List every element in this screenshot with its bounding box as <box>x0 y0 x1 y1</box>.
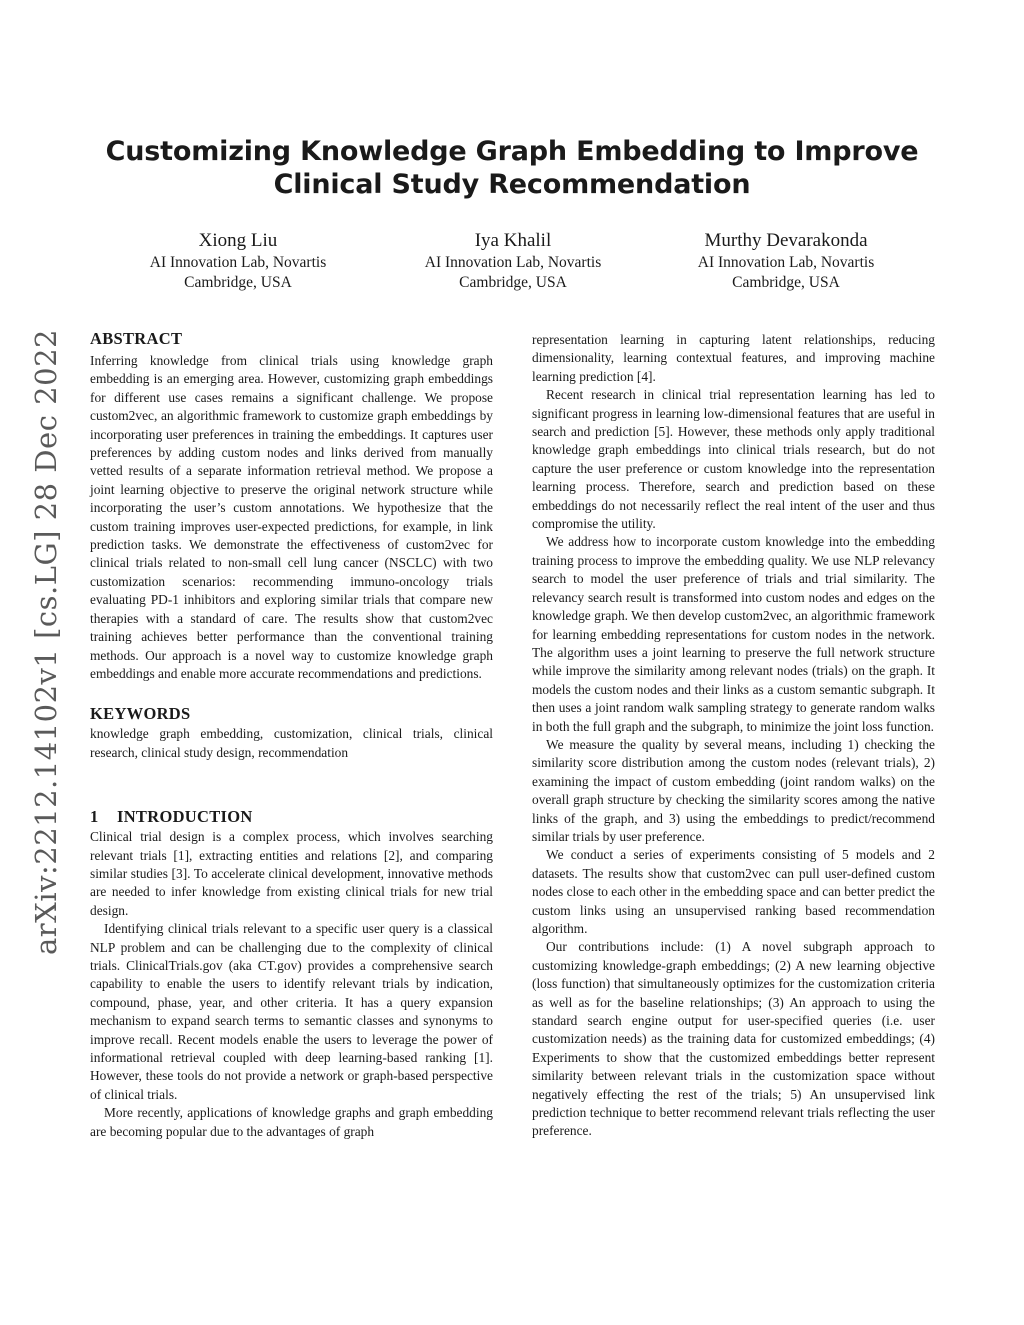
intro-paragraph: Identifying clinical trials relevant to a specific user query is a classical NLP problem and can be challenging due to the complexity of clinical trials. ClinicalTrials.gov (aka CT.gov) provides a comprehensive search capability to enable the users to identify relevant trials by indication, compound, phase, year, and other criteria. It has a query expansion mechanism to expand search terms to semantic classes and synonyms to improve recall. Recent models enable the users to leverage the power of informational retrieval coupled with deep learning-based ranking [1]. However, these tools do not provide a network or graph-based perspective of clinical trials. <box>90 921 493 1102</box>
intro-paragraph: We address how to incorporate custom knowledge into the embedding training process to improve the embedding quality. We use NLP relevancy search to model the user preference of trials and trial similarity. The relevancy search result is transformed into custom nodes and edges on the knowledge graph. We then develop custom2vec, an algorithmic framework for learning embedding representations for custom nodes in the network. The algorithm uses a joint learning to preserve the full network structure while improve the similarity among relevant nodes (trials) on the graph. It models the custom nodes and their links as a custom semantic subgraph. It then uses a joint random walk sampling strategy to generate random walks in both the full graph and the subgraph, to minimize the joint loss function. <box>532 534 935 734</box>
introduction-heading <box>90 806 493 828</box>
intro-paragraph: representation learning in capturing latent relationships, reducing dimensionality, learning contextual features, and improving machine learning prediction [4]. <box>532 332 935 384</box>
intro-paragraph: Recent research in clinical trial representation learning has led to significant progress in learning low-dimensional features that are useful in search and prediction [5]. However, these methods only apply traditional knowledge graph embeddings into clinical trials research, but do not capture the user preference or custom knowledge into the representation learning process. Therefore, search and prediction based on these embeddings do not necessarily reflect the real intent of the user and thus compromise the utility. <box>532 387 935 532</box>
section-number: 1 <box>90 807 99 827</box>
abstract-heading: ABSTRACT <box>90 329 183 348</box>
intro-paragraph: Our contributions include: (1) A novel subgraph approach to customizing knowledge-graph embeddings; (2) A new learning objective (loss function) that simultaneously optimizes for the customization criteria as well as for the baseline relationships; (3) An approach to using the standard search engine output for user-specified queries (i.e. user customization needs) as the training data for customized embeddings; (4) Experiments to show that the customized embeddings better represent similarity between relevant trials in the customization space without negatively effecting the rest of the trials; 5) An unsupervised link prediction technique to better recommend relevant trials reflecting the user preference. <box>532 939 935 1139</box>
author-name: Iya Khalil <box>474 230 552 251</box>
author-2 <box>373 229 653 293</box>
author-affiliation: AI Innovation Lab, Novartis <box>424 254 602 271</box>
author-3 <box>646 229 926 293</box>
author-1 <box>98 229 378 293</box>
keywords-text: knowledge graph embedding, customization, clinical trials, clinical research, clinical study design, recommendation <box>90 726 493 760</box>
author-location: Cambridge, USA <box>459 274 567 291</box>
author-name: Xiong Liu <box>198 230 278 251</box>
author-name: Murthy Devarakonda <box>704 230 868 251</box>
author-affiliation: AI Innovation Lab, Novartis <box>149 254 327 271</box>
arxiv-identifier: arXiv:2212.14102v1 [cs.LG] 28 Dec 2022 <box>29 329 63 955</box>
right-column <box>532 331 935 1141</box>
paper-title: Customizing Knowledge Graph Embedding to Improve Clinical Study Recommendation <box>105 136 919 200</box>
keywords-heading: KEYWORDS <box>90 704 191 724</box>
intro-paragraph: More recently, applications of knowledge graphs and graph embedding are becoming popular due to the advantages of graph <box>90 1105 493 1139</box>
author-location: Cambridge, USA <box>732 274 840 291</box>
abstract-text: Inferring knowledge from clinical trials using knowledge graph embedding is an emerging area. However, customizing graph embeddings for different use cases remains a significant challenge. We propose custom2vec, an algorithmic framework to customize graph embeddings by incorporating user preferences in training the embeddings. It captures user preferences by adding custom nodes and links derived from manually vetted results of a separate information retrieval method. We propose a joint learning objective to preserve the original network structure while incorporating the user’s custom annotations. We hypothesize that the custom training improves user-expected predictions, for example, in link prediction tasks. We demonstrate the effectiveness of custom2vec for clinical trials related to non-small cell lung cancer (NSCLC) with two customization scenarios: recommending immuno-oncology trials evaluating PD-1 inhibitors and exploring similar trials that compare new therapies with a standard of care. The results show that custom2vec training achieves better performance than the conventional training methods. Our approach is a novel way to customize knowledge graph embeddings and enable more accurate recommendations and predictions. <box>90 353 493 681</box>
section-title: INTRODUCTION <box>117 807 253 827</box>
author-affiliation: AI Innovation Lab, Novartis <box>697 254 875 271</box>
intro-paragraph: We conduct a series of experiments consisting of 5 models and 2 datasets. The results show that custom2vec can pull user-defined custom nodes close to each other in the embedding space and can better predict the custom links using an unsupervised ranking based recommendation algorithm. <box>532 847 935 936</box>
intro-paragraph: We measure the quality by several means, including 1) checking the similarity score distribution among the custom nodes (relevant trials), 2) examining the impact of custom embedding (joint random walks) on the overall graph structure by checking the similarity scores among the native links of the graph, and 3) using the embeddings to predict/recommend similar trials by user preference. <box>532 736 935 844</box>
author-location: Cambridge, USA <box>184 274 292 291</box>
left-column <box>90 328 493 1141</box>
intro-paragraph: Clinical trial design is a complex process, which involves searching relevant trials [1], extracting entities and relations [2], and comparing similar studies [3]. To accelerate clinical development, innovative methods are needed to infer knowledge from existing clinical trials for new trial design. <box>90 829 493 918</box>
